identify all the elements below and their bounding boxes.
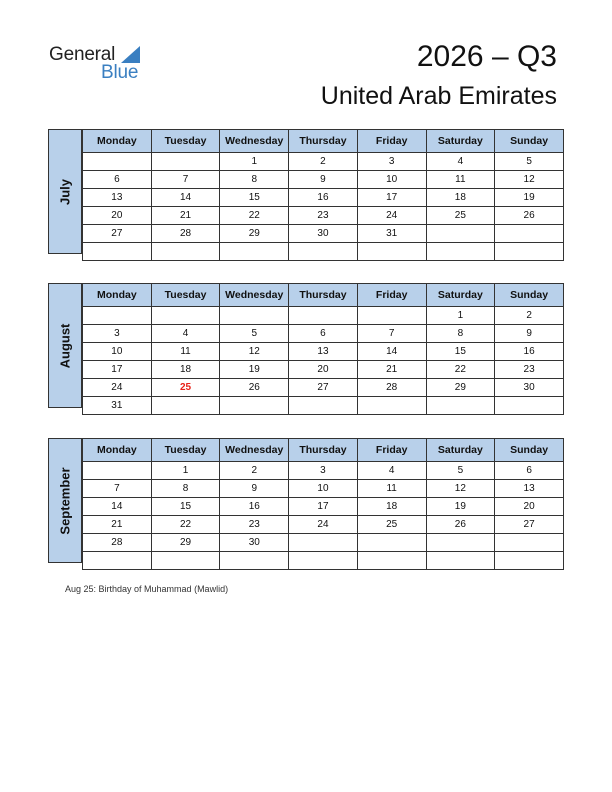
week-row	[83, 343, 564, 361]
weekday-header-row	[83, 439, 564, 462]
day-cell: 11	[426, 171, 495, 189]
calendar-grid	[82, 438, 564, 570]
empty-day-cell	[357, 552, 426, 570]
empty-day-cell	[151, 552, 220, 570]
week-row	[83, 534, 564, 552]
day-cell: 26	[220, 379, 289, 397]
day-cell: 18	[426, 189, 495, 207]
week-row	[83, 498, 564, 516]
weekday-header: Sunday	[495, 284, 564, 307]
week-row	[83, 189, 564, 207]
weekday-header: Saturday	[426, 439, 495, 462]
day-cell: 28	[151, 225, 220, 243]
week-row	[83, 379, 564, 397]
page-title-country: United Arab Emirates	[320, 82, 557, 110]
day-cell: 8	[220, 171, 289, 189]
day-cell: 2	[289, 153, 358, 171]
day-cell: 7	[357, 325, 426, 343]
day-cell: 16	[220, 498, 289, 516]
weekday-header: Sunday	[495, 130, 564, 153]
week-row	[83, 325, 564, 343]
day-cell: 24	[83, 379, 152, 397]
day-cell: 31	[357, 225, 426, 243]
month-name: July	[57, 178, 73, 205]
day-cell: 26	[495, 207, 564, 225]
day-cell: 23	[220, 516, 289, 534]
day-cell: 5	[426, 462, 495, 480]
day-cell: 17	[83, 361, 152, 379]
day-cell: 28	[83, 534, 152, 552]
day-cell: 19	[495, 189, 564, 207]
day-cell: 21	[151, 207, 220, 225]
empty-day-cell	[289, 307, 358, 325]
day-cell: 9	[495, 325, 564, 343]
empty-day-cell	[357, 397, 426, 415]
day-cell: 14	[83, 498, 152, 516]
generalblue-logo	[49, 44, 149, 84]
weekday-header: Monday	[83, 439, 152, 462]
weekday-header: Tuesday	[151, 439, 220, 462]
day-cell: 29	[426, 379, 495, 397]
weekday-header: Saturday	[426, 284, 495, 307]
empty-day-cell	[83, 307, 152, 325]
day-cell: 19	[220, 361, 289, 379]
week-row	[83, 243, 564, 261]
weekday-header: Tuesday	[151, 284, 220, 307]
empty-day-cell	[289, 243, 358, 261]
empty-day-cell	[426, 243, 495, 261]
weekday-header: Wednesday	[220, 284, 289, 307]
empty-day-cell	[83, 153, 152, 171]
day-cell: 20	[83, 207, 152, 225]
holiday-note: Aug 25: Birthday of Muhammad (Mawlid)	[65, 584, 229, 594]
week-row	[83, 480, 564, 498]
empty-day-cell	[357, 307, 426, 325]
day-cell: 3	[83, 325, 152, 343]
week-row	[83, 307, 564, 325]
calendar-grid	[82, 283, 564, 415]
week-row	[83, 361, 564, 379]
day-cell: 6	[289, 325, 358, 343]
day-cell: 20	[495, 498, 564, 516]
month-label-panel	[48, 438, 82, 563]
week-row	[83, 153, 564, 171]
empty-day-cell	[495, 225, 564, 243]
logo-triangle-icon	[121, 46, 140, 63]
day-cell: 27	[495, 516, 564, 534]
day-cell: 18	[151, 361, 220, 379]
day-cell: 20	[289, 361, 358, 379]
day-cell: 25	[357, 516, 426, 534]
day-cell: 25	[426, 207, 495, 225]
day-cell: 22	[220, 207, 289, 225]
empty-day-cell	[495, 397, 564, 415]
month-name: September	[57, 466, 73, 535]
month-calendar-august	[48, 283, 564, 411]
empty-day-cell	[426, 225, 495, 243]
day-cell: 1	[151, 462, 220, 480]
month-calendar-september	[48, 438, 564, 563]
day-cell: 17	[289, 498, 358, 516]
day-cell: 2	[220, 462, 289, 480]
day-cell: 17	[357, 189, 426, 207]
empty-day-cell	[83, 243, 152, 261]
day-cell: 8	[426, 325, 495, 343]
week-row	[83, 207, 564, 225]
week-row	[83, 397, 564, 415]
day-cell: 1	[220, 153, 289, 171]
empty-day-cell	[151, 307, 220, 325]
logo-text-blue: Blue	[101, 62, 139, 83]
weekday-header: Saturday	[426, 130, 495, 153]
day-cell: 4	[357, 462, 426, 480]
day-cell: 15	[151, 498, 220, 516]
empty-day-cell	[151, 153, 220, 171]
week-row	[83, 462, 564, 480]
empty-day-cell	[220, 397, 289, 415]
day-cell: 27	[83, 225, 152, 243]
empty-day-cell	[426, 534, 495, 552]
day-cell: 14	[151, 189, 220, 207]
month-name: August	[57, 323, 73, 368]
day-cell: 27	[289, 379, 358, 397]
empty-day-cell	[220, 307, 289, 325]
weekday-header: Tuesday	[151, 130, 220, 153]
day-cell: 29	[151, 534, 220, 552]
empty-day-cell	[151, 397, 220, 415]
day-cell: 3	[289, 462, 358, 480]
month-calendar-july	[48, 129, 564, 254]
day-cell: 18	[357, 498, 426, 516]
day-cell: 21	[357, 361, 426, 379]
day-cell: 5	[495, 153, 564, 171]
day-cell: 30	[495, 379, 564, 397]
weekday-header: Wednesday	[220, 130, 289, 153]
empty-day-cell	[357, 534, 426, 552]
empty-day-cell	[426, 552, 495, 570]
empty-day-cell	[357, 243, 426, 261]
day-cell: 6	[83, 171, 152, 189]
month-label-panel	[48, 129, 82, 254]
day-cell: 26	[426, 516, 495, 534]
empty-day-cell	[495, 243, 564, 261]
empty-day-cell	[495, 534, 564, 552]
day-cell: 9	[289, 171, 358, 189]
week-row	[83, 171, 564, 189]
day-cell: 12	[495, 171, 564, 189]
weekday-header: Thursday	[289, 439, 358, 462]
day-cell: 6	[495, 462, 564, 480]
weekday-header-row	[83, 130, 564, 153]
weekday-header: Wednesday	[220, 439, 289, 462]
weekday-header: Monday	[83, 284, 152, 307]
day-cell: 10	[83, 343, 152, 361]
day-cell: 8	[151, 480, 220, 498]
empty-day-cell	[289, 552, 358, 570]
day-cell: 1	[426, 307, 495, 325]
day-cell: 15	[426, 343, 495, 361]
day-cell: 3	[357, 153, 426, 171]
day-cell: 22	[151, 516, 220, 534]
weekday-header: Thursday	[289, 130, 358, 153]
week-row	[83, 225, 564, 243]
day-cell: 4	[151, 325, 220, 343]
day-cell: 2	[495, 307, 564, 325]
day-cell: 12	[220, 343, 289, 361]
day-cell: 29	[220, 225, 289, 243]
day-cell: 15	[220, 189, 289, 207]
day-cell: 10	[289, 480, 358, 498]
weekday-header-row	[83, 284, 564, 307]
day-cell: 31	[83, 397, 152, 415]
page-title-period: 2026 – Q3	[416, 40, 557, 73]
day-cell: 30	[220, 534, 289, 552]
empty-day-cell	[151, 243, 220, 261]
day-cell: 13	[289, 343, 358, 361]
calendar-grid	[82, 129, 564, 261]
weekday-header: Sunday	[495, 439, 564, 462]
day-cell: 9	[220, 480, 289, 498]
empty-day-cell	[220, 243, 289, 261]
day-cell: 30	[289, 225, 358, 243]
week-row	[83, 552, 564, 570]
day-cell: 7	[151, 171, 220, 189]
empty-day-cell	[83, 552, 152, 570]
week-row	[83, 516, 564, 534]
day-cell: 14	[357, 343, 426, 361]
empty-day-cell	[289, 397, 358, 415]
empty-day-cell	[289, 534, 358, 552]
weekday-header: Thursday	[289, 284, 358, 307]
day-cell: 23	[495, 361, 564, 379]
day-cell: 22	[426, 361, 495, 379]
day-cell: 13	[83, 189, 152, 207]
day-cell: 7	[83, 480, 152, 498]
weekday-header: Friday	[357, 439, 426, 462]
month-label-panel	[48, 283, 82, 408]
day-cell: 10	[357, 171, 426, 189]
logo-text-general: General	[49, 44, 116, 65]
empty-day-cell	[220, 552, 289, 570]
day-cell: 19	[426, 498, 495, 516]
day-cell: 24	[357, 207, 426, 225]
weekday-header: Friday	[357, 284, 426, 307]
day-cell: 28	[357, 379, 426, 397]
day-cell: 13	[495, 480, 564, 498]
day-cell: 11	[357, 480, 426, 498]
day-cell: 5	[220, 325, 289, 343]
day-cell: 23	[289, 207, 358, 225]
day-cell: 21	[83, 516, 152, 534]
day-cell: 25	[151, 379, 220, 397]
weekday-header: Monday	[83, 130, 152, 153]
day-cell: 16	[495, 343, 564, 361]
day-cell: 12	[426, 480, 495, 498]
day-cell: 16	[289, 189, 358, 207]
empty-day-cell	[83, 462, 152, 480]
empty-day-cell	[495, 552, 564, 570]
day-cell: 11	[151, 343, 220, 361]
empty-day-cell	[426, 397, 495, 415]
day-cell: 4	[426, 153, 495, 171]
weekday-header: Friday	[357, 130, 426, 153]
day-cell: 24	[289, 516, 358, 534]
